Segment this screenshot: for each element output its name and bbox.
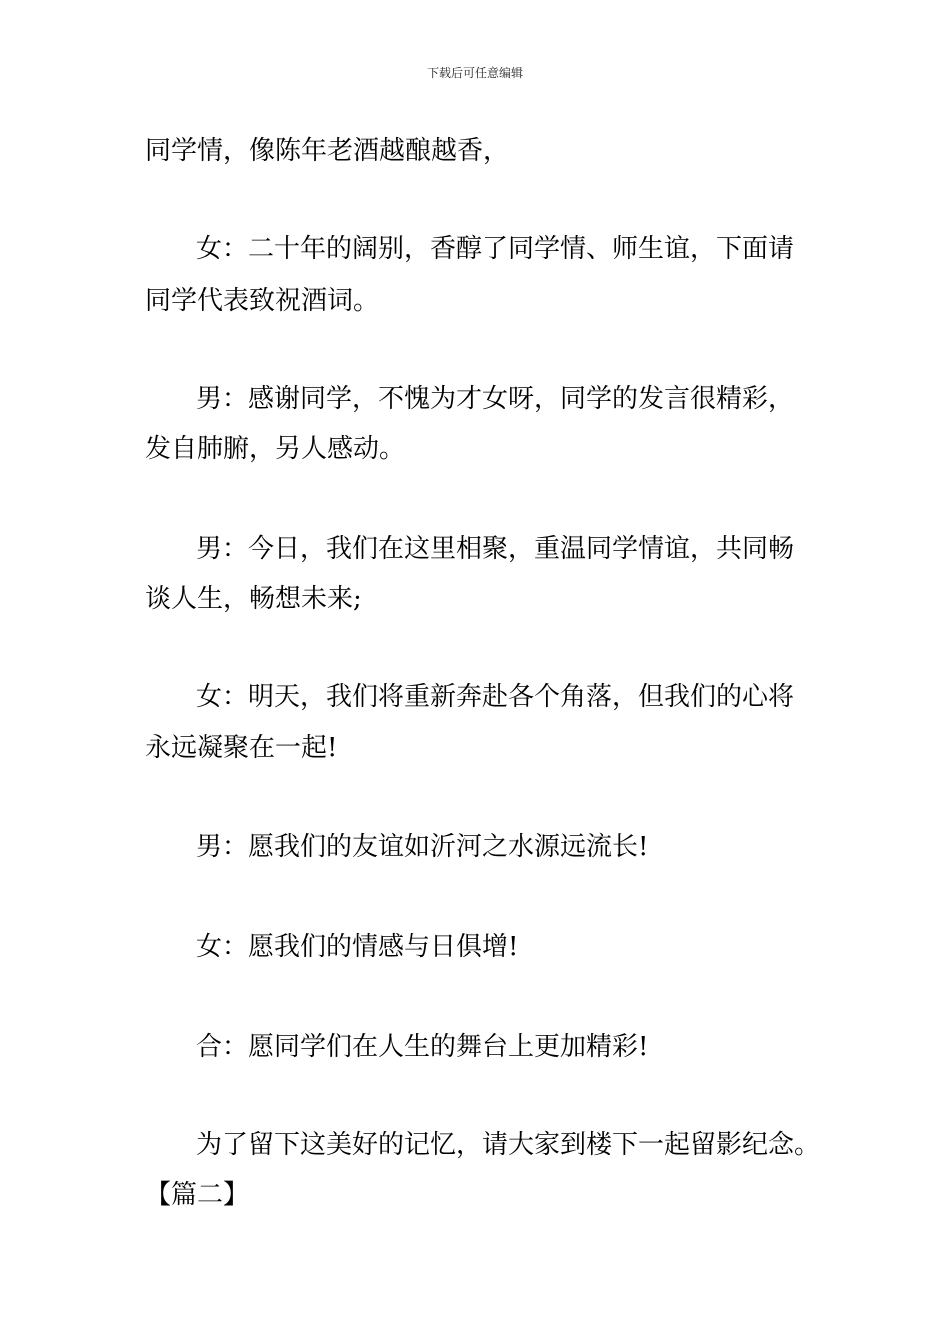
text-line: 女：愿我们的情感与日俱增! [196,932,519,962]
text-line: 发自肺腑，另人感动。 [145,434,406,464]
page-header: 下载后可任意编辑 [426,66,523,80]
text-line: 为了留下这美好的记忆，请大家到楼下一起留影纪念。 [196,1130,821,1160]
text-line: 男：今日，我们在这里相聚，重温同学情谊，共同畅 [196,534,795,564]
text-line: 男：愿我们的友谊如沂河之水源远流长! [196,832,649,862]
section-heading: 【篇二】 [145,1180,250,1210]
text-line: 同学代表致祝酒词。 [145,286,380,316]
text-line: 男：感谢同学，不愧为才女呀，同学的发言很精彩， [196,384,795,414]
text-line: 女：二十年的阔别，香醇了同学情、师生谊，下面请 [196,234,795,264]
text-line: 永远凝聚在一起! [145,733,338,763]
text-line: 女：明天，我们将重新奔赴各个角落，但我们的心将 [196,682,795,712]
text-line: 同学情，像陈年老酒越酿越香， [145,136,510,166]
text-line: 合：愿同学们在人生的舞台上更加精彩! [196,1032,649,1062]
text-line: 谈人生，畅想未来; [145,584,362,614]
